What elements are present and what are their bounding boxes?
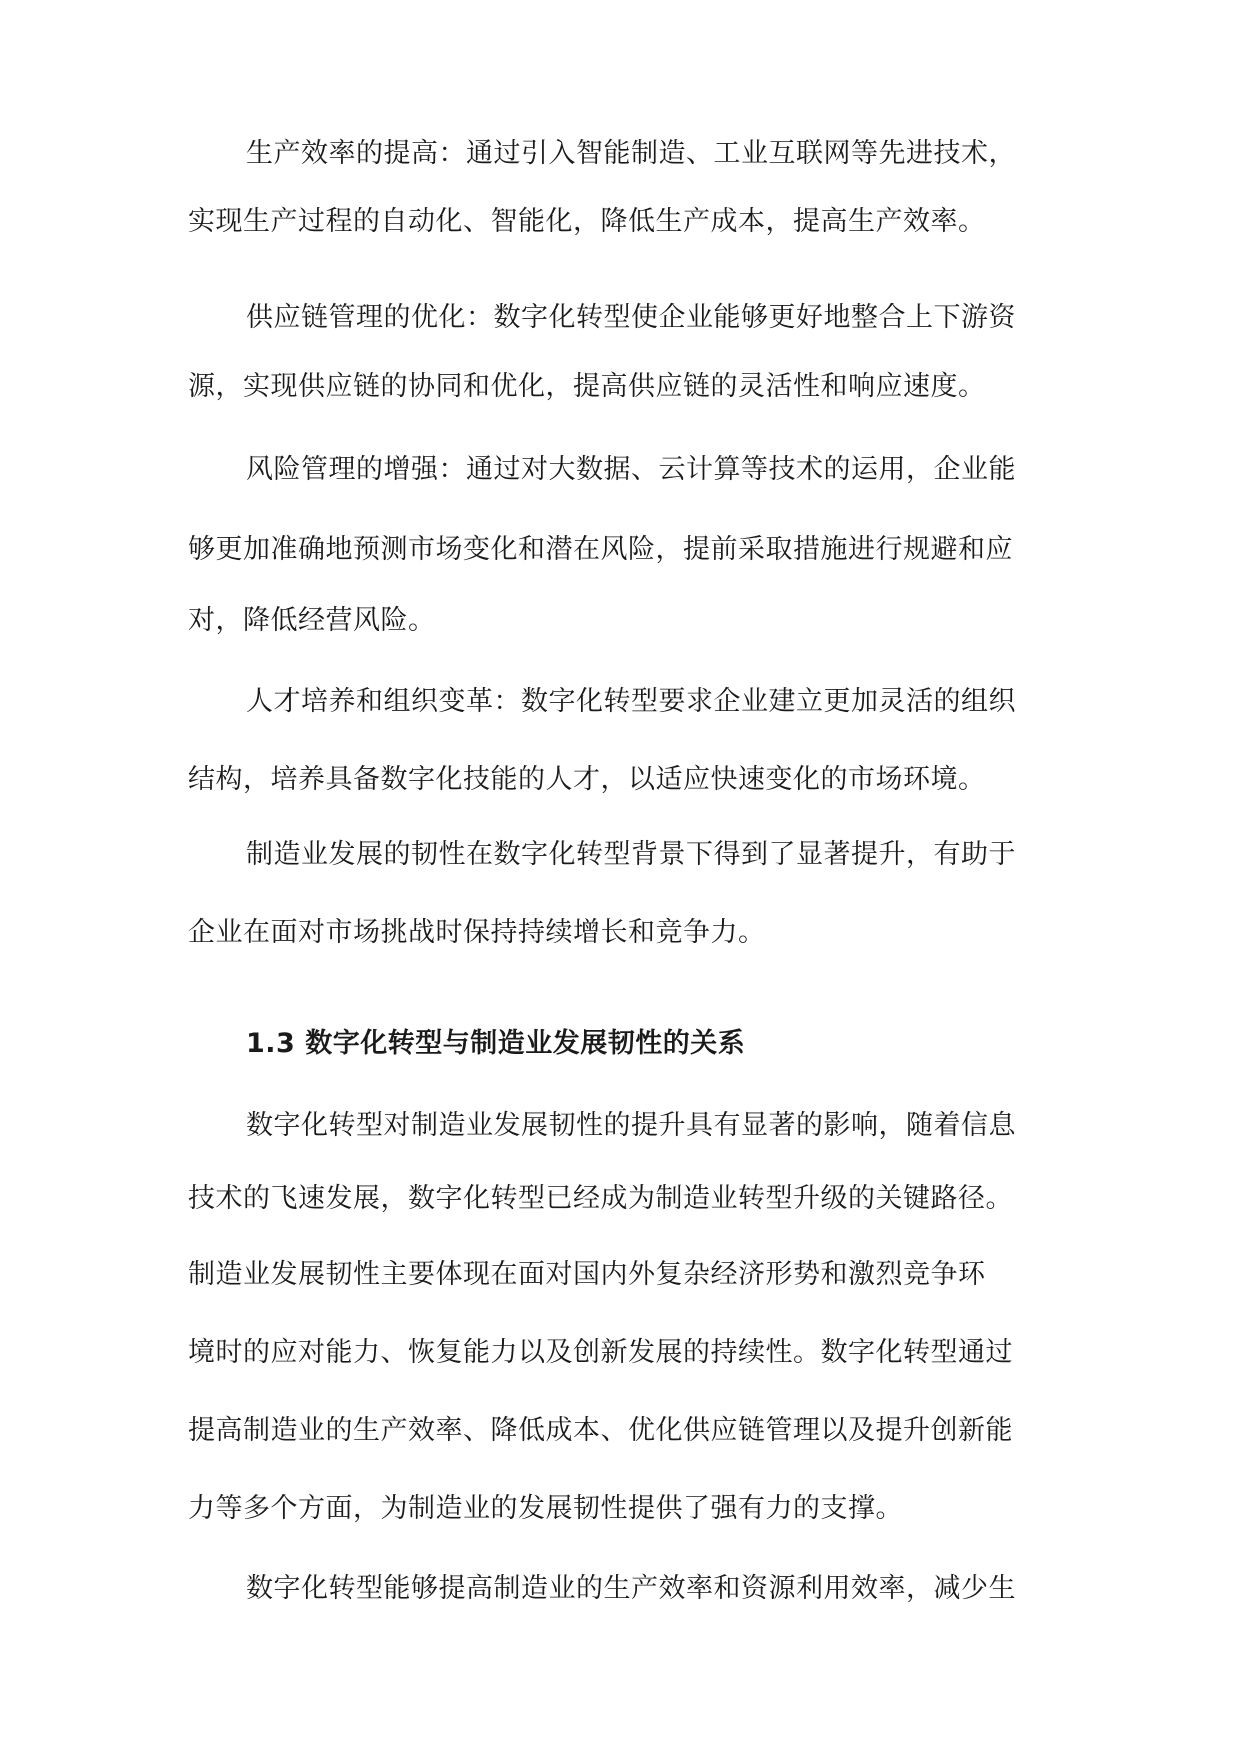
paragraph-line: 力等多个方面，为制造业的发展韧性提供了强有力的支撑。 [188,1493,903,1524]
paragraph-line: 结构，培养具备数字化技能的人才，以适应快速变化的市场环境。 [188,764,986,795]
paragraph-line: 人才培养和组织变革：数字化转型要求企业建立更加灵活的组织 [246,686,1016,717]
paragraph-line: 生产效率的提高：通过引入智能制造、工业互联网等先进技术， [246,138,1016,169]
paragraph-line: 对，降低经营风险。 [188,605,436,636]
paragraph-line: 企业在面对市场挑战时保持持续增长和竞争力。 [188,917,766,948]
paragraph-line: 数字化转型能够提高制造业的生产效率和资源利用效率，减少生 [246,1573,1016,1604]
paragraph-line: 实现生产过程的自动化、智能化，降低生产成本，提高生产效率。 [188,206,986,237]
paragraph-line: 数字化转型对制造业发展韧性的提升具有显著的影响，随着信息 [246,1110,1016,1141]
paragraph-line: 制造业发展的韧性在数字化转型背景下得到了显著提升，有助于 [246,839,1016,870]
paragraph-line: 技术的飞速发展，数字化转型已经成为制造业转型升级的关键路径。 [188,1183,1013,1214]
section-heading: 1.3 数字化转型与制造业发展韧性的关系 [246,1028,746,1059]
paragraph-line: 制造业发展韧性主要体现在面对国内外复杂经济形势和激烈竞争环 [188,1259,986,1290]
paragraph-line: 够更加准确地预测市场变化和潜在风险，提前采取措施进行规避和应 [188,534,1013,565]
paragraph-line: 供应链管理的优化：数字化转型使企业能够更好地整合上下游资 [246,302,1016,333]
paragraph-line: 源，实现供应链的协同和优化，提高供应链的灵活性和响应速度。 [188,371,986,402]
paragraph-line: 风险管理的增强：通过对大数据、云计算等技术的运用，企业能 [246,454,1016,485]
paragraph-line: 提高制造业的生产效率、降低成本、优化供应链管理以及提升创新能 [188,1415,1013,1446]
paragraph-line: 境时的应对能力、恢复能力以及创新发展的持续性。数字化转型通过 [188,1337,1013,1368]
